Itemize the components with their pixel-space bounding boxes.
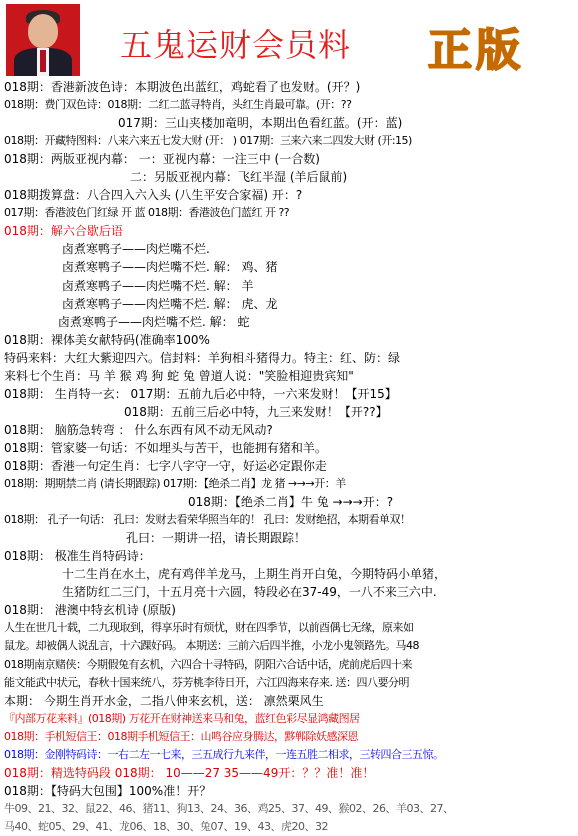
line-28: 十二生肖在水土，虎有鸡伴羊龙马，上期生肖开白兔，今期特码小单猪， (62, 567, 447, 582)
line-32: 鼠龙。却被偶人说乱言，十六踝好码。 本期送：三前六后四半推，小龙小鬼领路先。马48 (4, 639, 419, 653)
line-30: 018期： 港澳中特玄机诗 (原版) (4, 603, 176, 618)
line-40: 018期：【特码大包围】100%准！开？ (4, 783, 212, 798)
line-31: 人生在世几十载，二九现取到，得享乐时有烦忧，财在四季节，以前酉偶七无缘，原来如 (4, 621, 414, 635)
line-23: 018期：期期禁二肖 (请长期跟踪) 017期：【绝杀二肖】龙 猪 →→→开：羊 (4, 477, 346, 491)
line-35: 本期： 今期生肖开水金，二指八伸来玄机，送： 凛然栗风生 (4, 693, 324, 708)
line-10: 卤煮寒鸭子——肉烂嘴不烂. (62, 242, 210, 257)
line-20: 018期： 脑筋急转弯 ： 什么东西有风不动无风动? (4, 422, 273, 437)
line-1: 018期：香港新波色诗：本期波色出蓝红，鸡蛇看了也发财。(开？) (4, 80, 361, 94)
line-12: 卤煮寒鸭子——肉烂嘴不烂. 解： 羊 (62, 278, 254, 293)
zhengban-badge: 正版 (428, 25, 524, 76)
line-17: 来料七个生肖：马 羊 猴 鸡 狗 蛇 兔 曾道人说："笑脸相迎贵宾知" (4, 368, 354, 383)
line-22: 018期：香港一句定生肖：七字八字守一守，好运必定跟你走 (4, 458, 327, 473)
line-33: 018期南京赌侠：今期假兔有玄机，六四合十寻特码，阴阳六合话中话，虎前虎后四十来 (4, 657, 412, 671)
line-42: 马40、蛇05、29、41、龙06、18、30、兔07、19、43、虎20、32 (4, 819, 328, 833)
line-2: 018期：费门双色诗：018期：二红二蓝寻特肖，头红生肖最可靠。(开：?? (4, 98, 352, 112)
line-41: 牛09、21、32、鼠22、46、猪11、狗13、24、36、鸡25、37、49、猴02、26、羊03、27、 (4, 801, 454, 815)
line-34: 能文能武中状元，春秋十国来统八，芬芳桃李待日开，六江四海来存来. 送：四八要分明 (4, 675, 409, 689)
line-18: 018期： 生肖特一玄： 017期：五前九后必中特，一六来发财！【开15】 (4, 386, 397, 401)
header (0, 0, 578, 76)
line-25: 018期： 孔子一句话： 孔曰：发财去看荣华照当年的！ 孔曰：发财绝招，本期看单双！ (4, 513, 411, 527)
line-38: 018期：金刚特码诗：一右二左一七来，三五成行九来伴，一连五胜二相求，三转四合三五惊。 (4, 747, 444, 761)
line-16: 特码来料：大红大紫迎四六。信封料：羊狗相斗猪得力。特主：红、防：绿 (4, 350, 401, 365)
line-3: 017期：三山夹楼加竜明，本期出色看红蓝。(开：蓝) (118, 116, 403, 131)
line-4: 018期：开藏特图料：八来六来五七发大财 (开： ) 017期：三来六来二四发大财 (开:15) (4, 134, 412, 148)
line-21: 018期：管家婆一句话：不如埋头与苦干，也能拥有猪和羊。 (4, 440, 327, 455)
line-13: 卤煮寒鸭子——肉烂嘴不烂. 解： 虎、龙 (62, 296, 278, 311)
line-19: 018期：五前三后必中特，九三来发财！【开??】 (124, 404, 388, 419)
line-29: 生猪防红二三门，十五月亮十六圆，特段必在37-49，一八不来三六中. (62, 585, 437, 600)
line-7: 018期拨算盘：八合四入六入头 (八生平安合家福) 开：? (4, 188, 303, 203)
line-24: 018期：【绝杀二肖】牛 兔 →→→开：? (188, 495, 394, 510)
line-9: 018期：解六合歇后语 (4, 224, 123, 239)
line-26: 孔曰：一期讲一招，请长期跟踪！ (126, 531, 307, 546)
line-14: 卤煮寒鸭子——肉烂嘴不烂. 解： 蛇 (58, 314, 250, 329)
line-8: 017期：香港波色门红绿 开 蓝 018期：香港波色门蓝红 开 ?? (4, 206, 290, 220)
line-37: 018期：手机短信王：018期手机短信王：山鸣谷应身腾达，黟郸除妖感深恩 (4, 729, 358, 743)
article-body (0, 78, 578, 836)
page-title: 五鬼运财会员料 (120, 26, 352, 64)
line-5: 018期：两版亚视内幕： 一：亚视内幕：一注三中 (一合数) (4, 152, 320, 167)
line-39: 018期：精选特码段 018期： 10——27 35——49开：？？准！准！ (4, 765, 375, 780)
line-27: 018期： 极准生肖特码诗： (4, 549, 151, 564)
line-6: 二：另版亚视内幕：飞红半湿 (羊后鼠前) (130, 170, 348, 185)
line-15: 018期：裸体美女献特码(准确率100% (4, 332, 210, 347)
line-36: 『内部万花来料』(018期) 万花开在财神送来马和兔，蓝红色彩尽显鸿藏图居 (4, 711, 360, 725)
line-11: 卤煮寒鸭子——肉烂嘴不烂. 解： 鸡、猪 (62, 260, 278, 275)
portrait-photo (6, 4, 80, 76)
